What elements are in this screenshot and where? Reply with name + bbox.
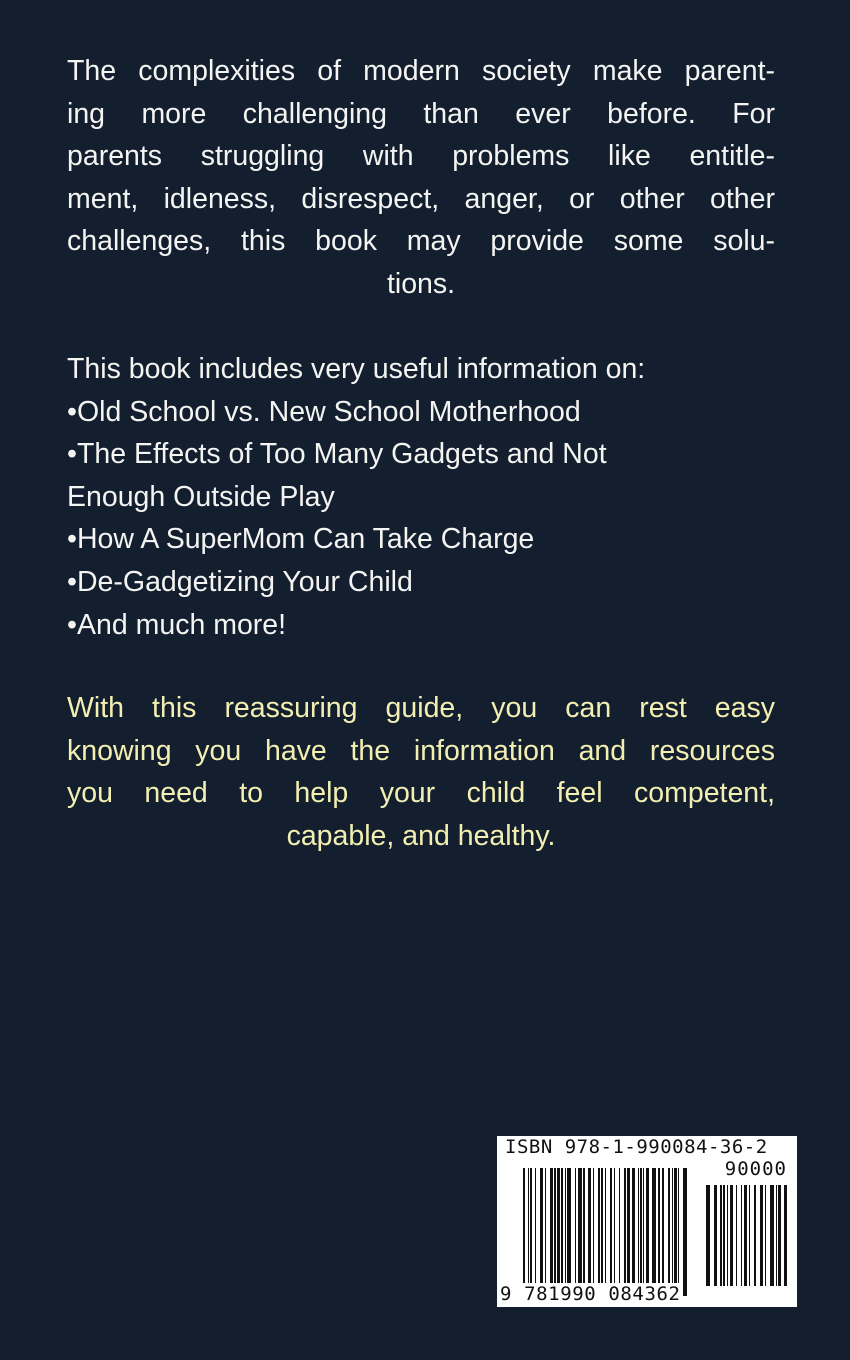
barcode-bar: [523, 1168, 525, 1296]
barcode-bar: [674, 1168, 677, 1296]
barcode-bar: [588, 1168, 591, 1296]
barcode-bar: [683, 1168, 687, 1296]
barcode-bar: [598, 1168, 600, 1296]
barcode-bar: [652, 1168, 656, 1296]
barcode-bar: [557, 1168, 560, 1296]
barcode-bar: [646, 1168, 649, 1296]
barcode-bar: [736, 1185, 737, 1286]
barcode-bar: [723, 1185, 725, 1286]
text-line: you need to help your child feel competent,: [67, 777, 775, 810]
list-item: •De-Gadgetizing Your Child: [67, 565, 413, 598]
text-line: knowing you have the information and resources: [67, 734, 775, 767]
barcode-bar: [593, 1168, 594, 1296]
barcode-bar: [535, 1168, 536, 1296]
barcode-bar: [727, 1185, 728, 1286]
barcode-bar: [554, 1168, 556, 1296]
barcode-bar: [741, 1185, 742, 1286]
barcode-number: 9 781990 084362: [500, 1283, 681, 1305]
barcode-bar: [765, 1185, 766, 1286]
barcode-bar: [619, 1168, 620, 1296]
barcode-bar: [638, 1168, 639, 1296]
text-line: ing more challenging than ever before. For: [67, 97, 775, 130]
text-line: The complexities of modern society make parent-: [67, 55, 775, 87]
barcode-bar: [578, 1168, 582, 1296]
barcode-bar: [540, 1168, 543, 1296]
barcode-bar: [545, 1168, 546, 1296]
text-line: tions.: [386, 267, 456, 300]
barcode-bar: [672, 1168, 673, 1296]
barcode-bar: [614, 1168, 615, 1296]
barcode-bar: [601, 1168, 603, 1296]
barcode-bar: [640, 1168, 642, 1296]
isbn-label: ISBN 978-1-990084-36-2: [505, 1136, 768, 1158]
barcode-bar: [678, 1168, 679, 1296]
barcode-bar: [605, 1168, 606, 1296]
text-line: ment, idleness, disrespect, anger, or other other: [67, 182, 775, 215]
list-item: Enough Outside Play: [67, 480, 335, 513]
barcode-bar: [567, 1168, 571, 1296]
list-intro: This book includes very useful information on:: [67, 353, 646, 385]
barcode-bar: [624, 1168, 626, 1296]
barcode-bar: [610, 1168, 612, 1296]
closing-paragraph: [67, 687, 775, 857]
barcode-bar: [528, 1168, 529, 1296]
text-line: With this reassuring guide, you can rest easy: [67, 692, 775, 724]
list-item: •And much more!: [67, 608, 287, 641]
barcode-bar: [643, 1168, 644, 1296]
barcode-bar: [706, 1185, 710, 1286]
barcode-bar: [754, 1185, 756, 1286]
barcode-bar: [561, 1168, 563, 1296]
barcode-bar: [749, 1185, 750, 1286]
barcode-bar: [632, 1168, 635, 1296]
barcode-bar: [662, 1168, 664, 1296]
barcode-bar: [627, 1168, 630, 1296]
barcode-bar: [776, 1185, 777, 1286]
text-line: capable, and healthy.: [286, 819, 556, 852]
isbn-barcode: [497, 1136, 797, 1307]
barcode-bar: [770, 1185, 774, 1286]
list-item: •How A SuperMom Can Take Charge: [67, 523, 535, 556]
barcode-bar: [760, 1185, 763, 1286]
barcode-bar: [720, 1185, 722, 1286]
text-line: challenges, this book may provide some solu-: [67, 225, 775, 258]
barcode-bar: [575, 1168, 576, 1296]
list-item: •Old School vs. New School Motherhood: [67, 395, 581, 428]
barcode-bar: [730, 1185, 733, 1286]
barcode-bar: [530, 1168, 532, 1296]
price-addon: 90000: [724, 1158, 787, 1180]
barcode-bar: [778, 1185, 781, 1286]
barcode-bar: [668, 1168, 670, 1296]
barcode-bar: [714, 1185, 717, 1286]
barcode-bar: [784, 1185, 787, 1286]
intro-paragraph: [67, 50, 775, 306]
barcode-bar: [565, 1168, 566, 1296]
barcode-bar: [658, 1168, 660, 1296]
text-line: parents struggling with problems like entitle-: [67, 140, 775, 173]
contents-list: [67, 348, 775, 646]
list-item: •The Effects of Too Many Gadgets and Not: [67, 438, 607, 471]
barcode-bar: [550, 1168, 553, 1296]
barcode-bar: [583, 1168, 585, 1296]
barcode-bar: [744, 1185, 747, 1286]
